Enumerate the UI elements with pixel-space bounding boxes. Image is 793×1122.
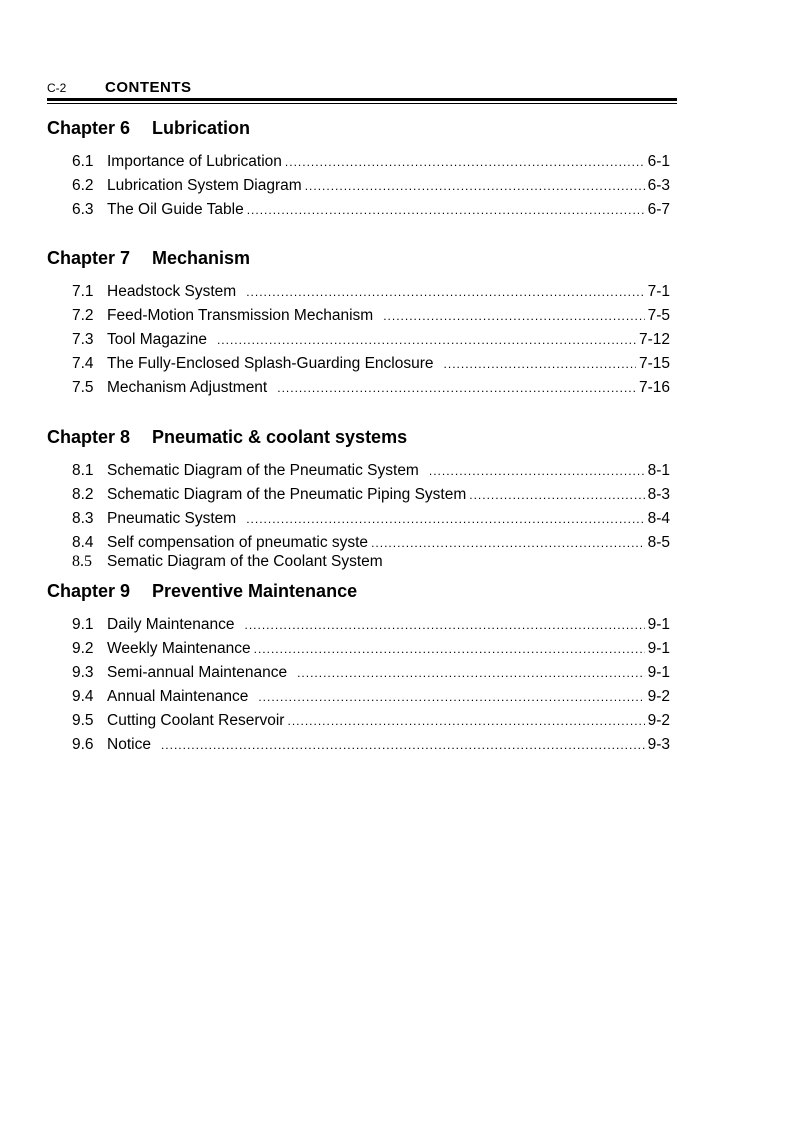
entry-page: 7-1: [647, 283, 670, 300]
dot-leader: [371, 531, 645, 555]
entry-number: 8.4: [72, 534, 94, 551]
chapter-title: Pneumatic & coolant systems: [152, 427, 408, 447]
toc-entry-6-2[interactable]: [72, 174, 670, 198]
entry-title: Annual Maintenance: [107, 688, 249, 705]
toc-entry-9-1[interactable]: [72, 613, 670, 637]
toc-entry-8-4[interactable]: [72, 531, 670, 555]
header-rule: [47, 98, 677, 101]
dot-leader: [444, 352, 636, 376]
dot-leader: [305, 174, 645, 198]
entry-page: 6-7: [647, 201, 670, 218]
chapter-7: [47, 246, 677, 400]
toc-entry-6-3[interactable]: [72, 198, 670, 222]
entry-number: 7.3: [72, 331, 94, 348]
entry-page: 8-4: [647, 510, 670, 527]
toc-entry-8-3[interactable]: [72, 507, 670, 531]
entry-title: Lubrication System Diagram: [107, 177, 302, 194]
toc-entry-9-6[interactable]: [72, 733, 670, 757]
dot-leader: [247, 198, 645, 222]
chapter-heading: [47, 116, 677, 140]
entry-title: Semi-annual Maintenance: [107, 664, 288, 681]
entry-number: 6.2: [72, 177, 94, 194]
entry-page: 6-1: [647, 153, 670, 170]
toc-entries: [47, 459, 677, 569]
entry-title: Schematic Diagram of the Pneumatic Piping System: [107, 486, 467, 503]
dot-leader: [285, 150, 645, 174]
entry-title: Mechanism Adjustment: [107, 379, 268, 396]
entry-page: 7-5: [647, 307, 670, 324]
entry-title: Daily Maintenance: [107, 616, 235, 633]
page-number: C-2: [47, 81, 67, 95]
entry-number: 9.4: [72, 688, 94, 705]
dot-leader: [246, 507, 644, 531]
entry-title: Notice: [107, 736, 151, 753]
entry-number: 8.1: [72, 462, 94, 479]
chapter-title: Mechanism: [152, 248, 251, 268]
toc-entry-9-5[interactable]: [72, 709, 670, 733]
entry-page: 7-12: [638, 331, 670, 348]
chapter-heading: [47, 246, 677, 270]
entry-title: Headstock System: [107, 283, 237, 300]
toc-entry-8-1[interactable]: [72, 459, 670, 483]
toc-entry-6-1[interactable]: [72, 150, 670, 174]
header-rule-thin: [47, 103, 677, 104]
chapter-heading: [47, 425, 677, 449]
toc-entry-8-5[interactable]: [72, 555, 670, 569]
entry-title: Schematic Diagram of the Pneumatic System: [107, 462, 419, 479]
dot-leader: [217, 328, 636, 352]
dot-leader: [429, 459, 645, 483]
dot-leader: [297, 661, 645, 685]
entry-title: Feed-Motion Transmission Mechanism: [107, 307, 374, 324]
entry-number: 7.1: [72, 283, 94, 300]
entry-page: 7-16: [638, 379, 670, 396]
toc-entries: [47, 613, 677, 757]
entry-page: 7-15: [638, 355, 670, 372]
dot-leader: [383, 304, 644, 328]
toc-entry-9-2[interactable]: [72, 637, 670, 661]
dot-leader: [258, 685, 644, 709]
entry-number: 9.3: [72, 664, 94, 681]
entry-number: 9.6: [72, 736, 94, 753]
entry-page: 9-2: [647, 688, 670, 705]
entry-title: Importance of Lubrication: [107, 153, 282, 170]
entry-number: 9.5: [72, 712, 94, 729]
entry-title: The Fully-Enclosed Splash-Guarding Enclosure: [107, 355, 434, 372]
entry-number: 6.3: [72, 201, 94, 218]
entry-page: 8-3: [647, 486, 670, 503]
toc-entry-9-4[interactable]: [72, 685, 670, 709]
dot-leader: [254, 637, 645, 661]
toc-entry-8-2[interactable]: [72, 483, 670, 507]
dot-leader: [246, 280, 644, 304]
entry-number: 6.1: [72, 153, 94, 170]
entry-page: 9-3: [647, 736, 670, 753]
entry-title: Cutting Coolant Reservoir: [107, 712, 285, 729]
entry-title: Weekly Maintenance: [107, 640, 251, 657]
chapter-number: Chapter 7: [47, 248, 131, 268]
chapter-number: Chapter 9: [47, 581, 131, 601]
entry-page: 9-1: [647, 664, 670, 681]
entry-number: 7.4: [72, 355, 94, 372]
entry-number: 9.2: [72, 640, 94, 657]
entry-number: 7.2: [72, 307, 94, 324]
dot-leader: [161, 733, 645, 757]
dot-leader: [287, 709, 644, 733]
chapter-title: Lubrication: [152, 118, 250, 138]
toc-entry-7-4[interactable]: [72, 352, 670, 376]
chapter-number: Chapter 6: [47, 118, 131, 138]
toc-entry-7-5[interactable]: [72, 376, 670, 400]
dot-leader: [277, 376, 636, 400]
page-header: [47, 79, 677, 105]
toc-entry-7-1[interactable]: [72, 280, 670, 304]
entry-title: Self compensation of pneumatic syste: [107, 534, 369, 551]
toc-entry-9-3[interactable]: [72, 661, 670, 685]
dot-leader: [245, 613, 645, 637]
chapter-9: [47, 579, 677, 757]
toc-entry-7-3[interactable]: [72, 328, 670, 352]
chapter-6: [47, 116, 677, 222]
toc-entries: [47, 150, 677, 222]
chapter-title: Preventive Maintenance: [152, 581, 358, 601]
entry-number: 8.5: [72, 553, 92, 570]
entry-title: Tool Magazine: [107, 331, 207, 348]
chapter-number: Chapter 8: [47, 427, 131, 447]
page-title: CONTENTS: [105, 79, 192, 96]
entry-number: 8.2: [72, 486, 94, 503]
entry-title: The Oil Guide Table: [107, 201, 244, 218]
toc-entry-7-2[interactable]: [72, 304, 670, 328]
entry-page: 9-1: [647, 640, 670, 657]
dot-leader: [469, 483, 644, 507]
entry-title: Pneumatic System: [107, 510, 237, 527]
entry-number: 9.1: [72, 616, 94, 633]
entry-page: 6-3: [647, 177, 670, 194]
entry-number: 8.3: [72, 510, 94, 527]
entry-number: 7.5: [72, 379, 94, 396]
chapter-heading: [47, 579, 677, 603]
toc-entries: [47, 280, 677, 400]
chapter-8: [47, 425, 677, 569]
entry-title: Sematic Diagram of the Coolant System: [107, 553, 383, 570]
entry-page: 9-2: [647, 712, 670, 729]
entry-page: 9-1: [647, 616, 670, 633]
entry-page: 8-5: [647, 534, 670, 551]
entry-page: 8-1: [647, 462, 670, 479]
